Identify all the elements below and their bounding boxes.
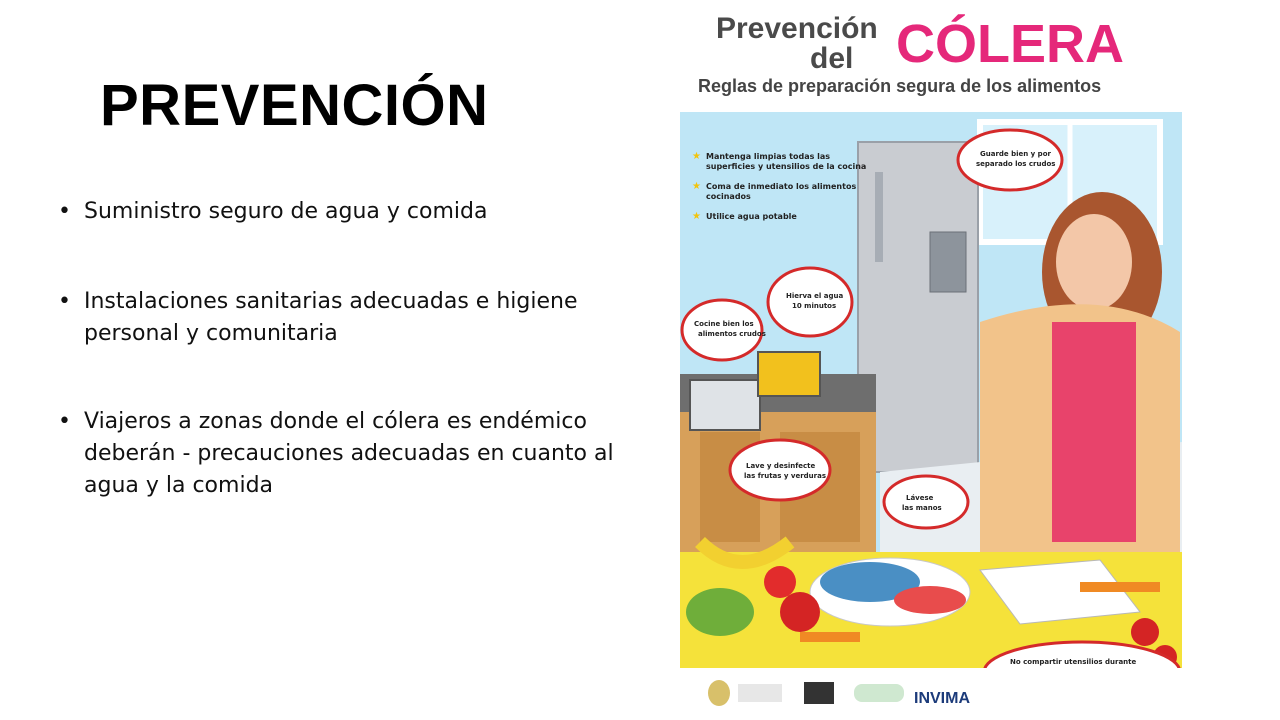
secondary-logo <box>854 684 904 702</box>
svg-text:Hierva el agua: Hierva el agua <box>786 292 844 300</box>
poster-tip <box>692 182 872 202</box>
bullet-item <box>58 286 658 350</box>
colombia-seal-icon <box>708 680 730 706</box>
apple <box>780 592 820 632</box>
bullet-item <box>58 196 658 228</box>
svg-text:Cocine bien los: Cocine bien los <box>694 320 754 328</box>
poster-subtitle: Reglas de preparación segura de los alimentos <box>698 76 1102 96</box>
poster-tips <box>692 152 872 232</box>
poster-title-colera: CÓLERA <box>896 14 1124 74</box>
poster-tip <box>692 212 872 222</box>
invima-logo: INVIMA <box>914 690 970 707</box>
bubble-boil <box>768 268 852 336</box>
svg-text:No compartir utensilios durant: No compartir utensilios durante <box>1010 658 1137 666</box>
bullet-text: Suministro seguro de agua y comida <box>84 199 488 224</box>
bullet-text: Viajeros a zonas donde el cólera es endémico deberán - precauciones adecuadas en cuanto al agua y la comida <box>84 409 614 498</box>
poster-tip <box>692 152 872 172</box>
ministry-logo <box>738 684 782 702</box>
woman-shirt <box>1052 322 1136 542</box>
fridge-dispenser <box>930 232 966 292</box>
slide-title: PREVENCIÓN <box>100 73 489 138</box>
ins-logo <box>804 682 834 704</box>
pot-steel <box>690 380 760 430</box>
fish-red <box>894 586 966 614</box>
carrot <box>800 632 860 642</box>
bullet-list <box>58 196 658 502</box>
poster-tip-text: Coma de inmediato los alimentos cocinados <box>706 182 857 201</box>
svg-text:10 minutos: 10 minutos <box>792 302 837 310</box>
star-icon: ★ <box>692 151 701 162</box>
pot-yellow <box>758 352 820 396</box>
poster-header <box>672 0 1182 110</box>
bullet-text: Instalaciones sanitarias adecuadas e higiene personal y comunitaria <box>84 289 578 346</box>
tomato <box>764 566 796 598</box>
svg-text:las frutas y verduras: las frutas y verduras <box>744 472 826 480</box>
bubble-wash-fruit <box>730 440 830 500</box>
bubble-wash-hands <box>884 476 968 528</box>
poster-footer <box>672 668 1182 720</box>
lettuce <box>686 588 754 636</box>
bullet-dot-icon: • <box>58 409 71 434</box>
star-icon: ★ <box>692 211 701 222</box>
svg-text:las manos: las manos <box>902 504 942 512</box>
poster-tip-text: Utilice agua potable <box>706 212 797 221</box>
bullet-item <box>58 406 658 502</box>
bullet-dot-icon: • <box>58 199 71 224</box>
star-icon: ★ <box>692 181 701 192</box>
bubble-separate <box>958 130 1062 190</box>
poster-title-line1: Prevención <box>716 12 878 45</box>
svg-text:Lávese: Lávese <box>906 494 934 502</box>
svg-text:separado los crudos: separado los crudos <box>976 160 1056 168</box>
svg-text:Guarde bien y por: Guarde bien y por <box>980 150 1051 158</box>
svg-text:alimentos crudos: alimentos crudos <box>698 330 766 338</box>
bullet-dot-icon: • <box>58 289 71 314</box>
poster-tip-text: Mantenga limpias todas las superficies y utensilios de la cocina <box>706 152 867 171</box>
poster-title-line2: del <box>810 42 854 75</box>
svg-text:Lave y desinfecte: Lave y desinfecte <box>746 462 816 470</box>
cholera-poster-image <box>672 0 1182 720</box>
woman-face <box>1056 214 1132 310</box>
